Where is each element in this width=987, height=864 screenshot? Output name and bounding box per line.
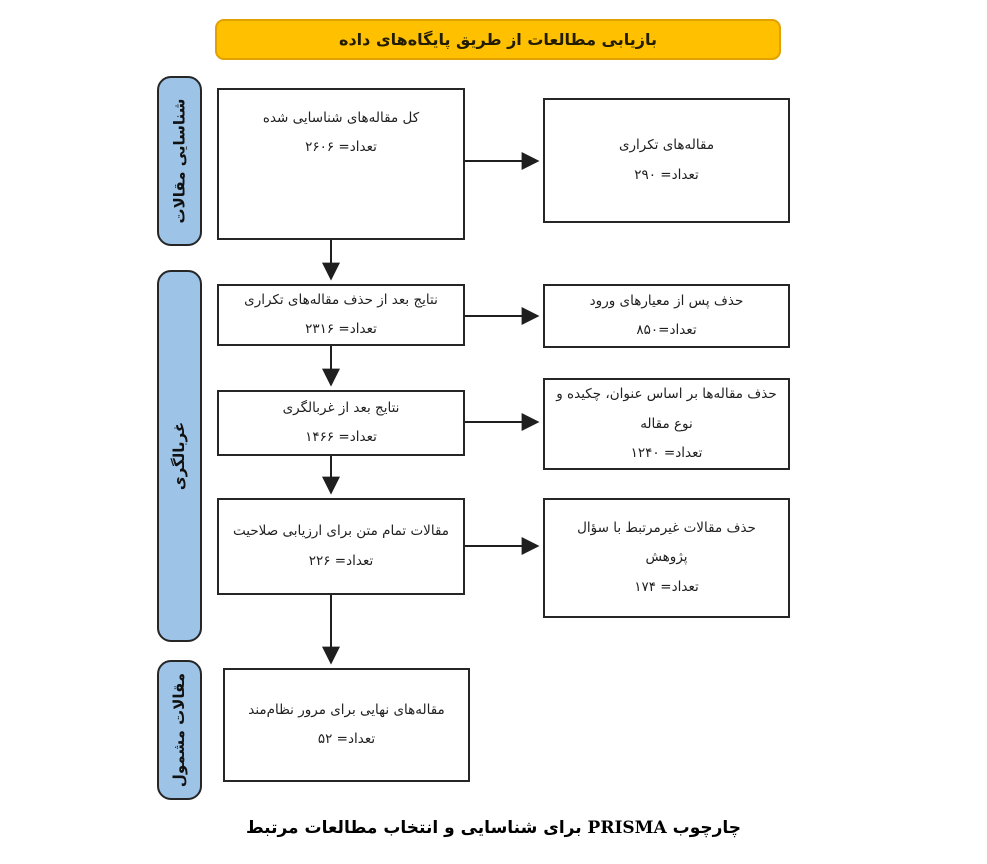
box-total-identified: [217, 88, 465, 240]
box-fulltext-eligibility-count: تعداد= ۲۲۶: [308, 552, 374, 569]
caption-after: برای شناسایی و انتخاب مطالعات مرتبط: [245, 818, 582, 838]
box-final-included-title: مقاله‌های نهایی برای مرور نظام‌مند: [248, 701, 445, 718]
box-total-identified-count: تعداد= ۲۶۰۶: [305, 139, 377, 156]
database-retrieval-banner: [215, 19, 781, 60]
stage-included-label: مقالات مشمول: [170, 672, 189, 788]
caption-prisma: PRISMA: [587, 818, 667, 838]
stage-screening: [157, 270, 202, 642]
box-after-duplicate-removal: [217, 284, 465, 346]
box-excluded-entry-criteria: [543, 284, 790, 348]
caption-before: چارچوب: [672, 818, 742, 838]
box-after-duplicate-removal-count: تعداد= ۲۳۱۶: [305, 321, 377, 337]
stage-included: [157, 660, 202, 800]
box-fulltext-eligibility-title: مقالات تمام متن برای ارزیابی صلاحیت: [232, 523, 450, 540]
box-after-duplicate-removal-title: نتایج بعد از حذف مقاله‌های تکراری: [244, 291, 438, 308]
box-final-included-count: تعداد= ۵۲: [317, 731, 376, 747]
box-excluded-entry-criteria-count: تعداد=۸۵۰: [636, 322, 697, 338]
box-excluded-irrelevant-count: تعداد= ۱۷۴: [634, 578, 699, 595]
box-after-screening: [217, 390, 465, 456]
box-fulltext-eligibility: [217, 498, 465, 595]
box-after-screening-count: تعداد= ۱۴۶۶: [305, 429, 377, 445]
box-excluded-irrelevant: [543, 498, 790, 618]
box-duplicates-count: تعداد= ۲۹۰: [634, 166, 699, 183]
figure-caption: [0, 818, 987, 838]
box-total-identified-title: کل مقاله‌های شناسایی شده: [262, 110, 420, 126]
box-after-screening-title: نتایج بعد از غربالگری: [282, 399, 400, 416]
box-duplicates: [543, 98, 790, 223]
box-excluded-title-abstract: [543, 378, 790, 470]
box-final-included: [223, 668, 470, 782]
box-excluded-entry-criteria-title: حذف پس از معیارهای ورود: [589, 292, 744, 309]
box-duplicates-title: مقاله‌های تکراری: [618, 137, 715, 154]
stage-identification: [157, 76, 202, 246]
box-excluded-title-abstract-title: حذف مقاله‌ها بر اساس عنوان، چکیده و نوع مقاله: [556, 386, 777, 432]
banner-label: بازیابی مطالعات از طریق پایگاه‌های داده: [339, 30, 657, 49]
stage-identification-label: شناسایی مقالات: [170, 98, 189, 224]
box-excluded-irrelevant-title: حذف مقالات غیرمرتبط با سؤال پژوهش: [577, 520, 756, 566]
box-excluded-title-abstract-count: تعداد= ۱۲۴۰: [630, 444, 703, 461]
stage-screening-label: غربالگری: [170, 421, 189, 491]
